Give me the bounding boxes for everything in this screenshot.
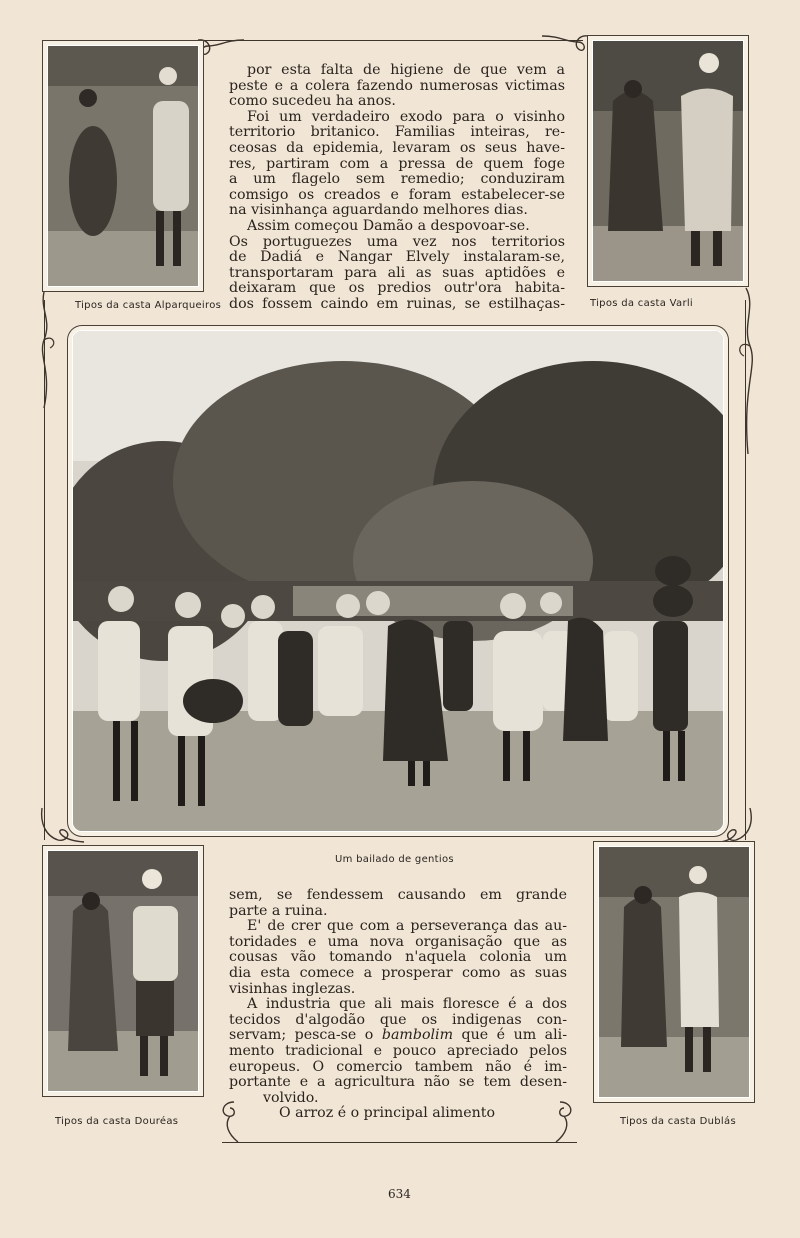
text-line: sem, se fendessem causando em grande (229, 887, 567, 903)
text-line: dos fossem caindo em ruinas, se estilhaças- (229, 295, 565, 312)
photo-dourea (47, 850, 199, 1092)
text-line: peste e a colera fazendo numerosas victimas (229, 77, 565, 94)
page-number: 634 (388, 1187, 411, 1201)
text-line: tecidos d'algodão que os indigenas con- (229, 1011, 567, 1028)
photo-dublas (598, 846, 750, 1098)
text-line: cousas vão tomando n'aquela colonia um (229, 949, 567, 966)
text-line: toridades e uma nova organisação que as (229, 933, 567, 950)
text-line: Foi um verdadeiro exodo para o visinho (247, 108, 565, 125)
text-line: europeus. O comercio tambem não é im- (229, 1058, 567, 1075)
photo-varli (592, 40, 744, 282)
ornament-top-left (196, 36, 246, 66)
text-line: como sucedeu ha anos. (229, 93, 396, 110)
text-line: A industria que ali mais floresce é a dos (247, 996, 567, 1013)
text-line: de Dadiá e Nangar Elvely instalaram-se, (229, 249, 565, 266)
caption-top-right: Tipos da casta Varli (590, 298, 694, 309)
ornament-mid-right (722, 286, 762, 456)
text-line: territorio britanico. Familias inteiras, re- (229, 124, 565, 141)
caption-bottom-left: Tipos da casta Douréas (55, 1116, 179, 1127)
text-line: res, partiram com a pressa de quem foge (229, 155, 565, 172)
text-line: portante e a agricultura não se tem desen- (229, 1074, 567, 1091)
text-fragment: que é um ali- (461, 1027, 567, 1044)
emphasized-word: bambolim (381, 1027, 454, 1044)
text-line: dia esta comece a prosperar como as suas (229, 964, 567, 981)
text-line: por esta falta de higiene de que vem a (247, 62, 565, 78)
caption-center: Um bailado de gentios (335, 854, 454, 865)
photo-bailado-de-gentios (72, 330, 724, 832)
text-line: volvido. (263, 1089, 319, 1106)
text-line: Assim começou Damão a despovoar-se. (247, 217, 530, 234)
text-line: transportaram para ali as suas aptidões e (229, 264, 565, 281)
caption-bottom-right: Tipos da casta Dublás (620, 1116, 736, 1127)
text-line: na visinhança aguardando melhores dias. (229, 202, 528, 219)
text-line: deixaram que os predios outr'ora habita- (229, 280, 565, 297)
text-fragment: servam; pesca-se o (229, 1027, 374, 1044)
caption-top-left: Tipos da casta Alparqueiros (75, 300, 222, 311)
text-line: parte a ruina. (229, 902, 328, 919)
text-line: mento tradicional e pouco apreciado pelos (229, 1042, 567, 1059)
text-line: comsigo os creados e foram estabelecer-se (229, 186, 565, 203)
bottom-text-frame (222, 1142, 577, 1143)
photo-alparqueiros (47, 45, 199, 287)
text-line: O arroz é o principal alimento (279, 1105, 496, 1122)
bottom-text-column (229, 888, 567, 1122)
top-text-column (229, 63, 565, 313)
text-line: ceosas da epidemia, levaram os seus have- (229, 139, 565, 156)
ornament-top-right (540, 32, 590, 62)
text-line: E' de crer que com a perseverança das au- (247, 918, 567, 935)
text-line: Os portuguezes uma vez nos territorios (229, 233, 565, 250)
text-line: visinhas inglezas. (229, 980, 356, 997)
ornament-bottom-right (718, 806, 758, 846)
text-line: a um flagelo sem remedio; conduziram (229, 171, 565, 188)
text-line (229, 1028, 567, 1044)
